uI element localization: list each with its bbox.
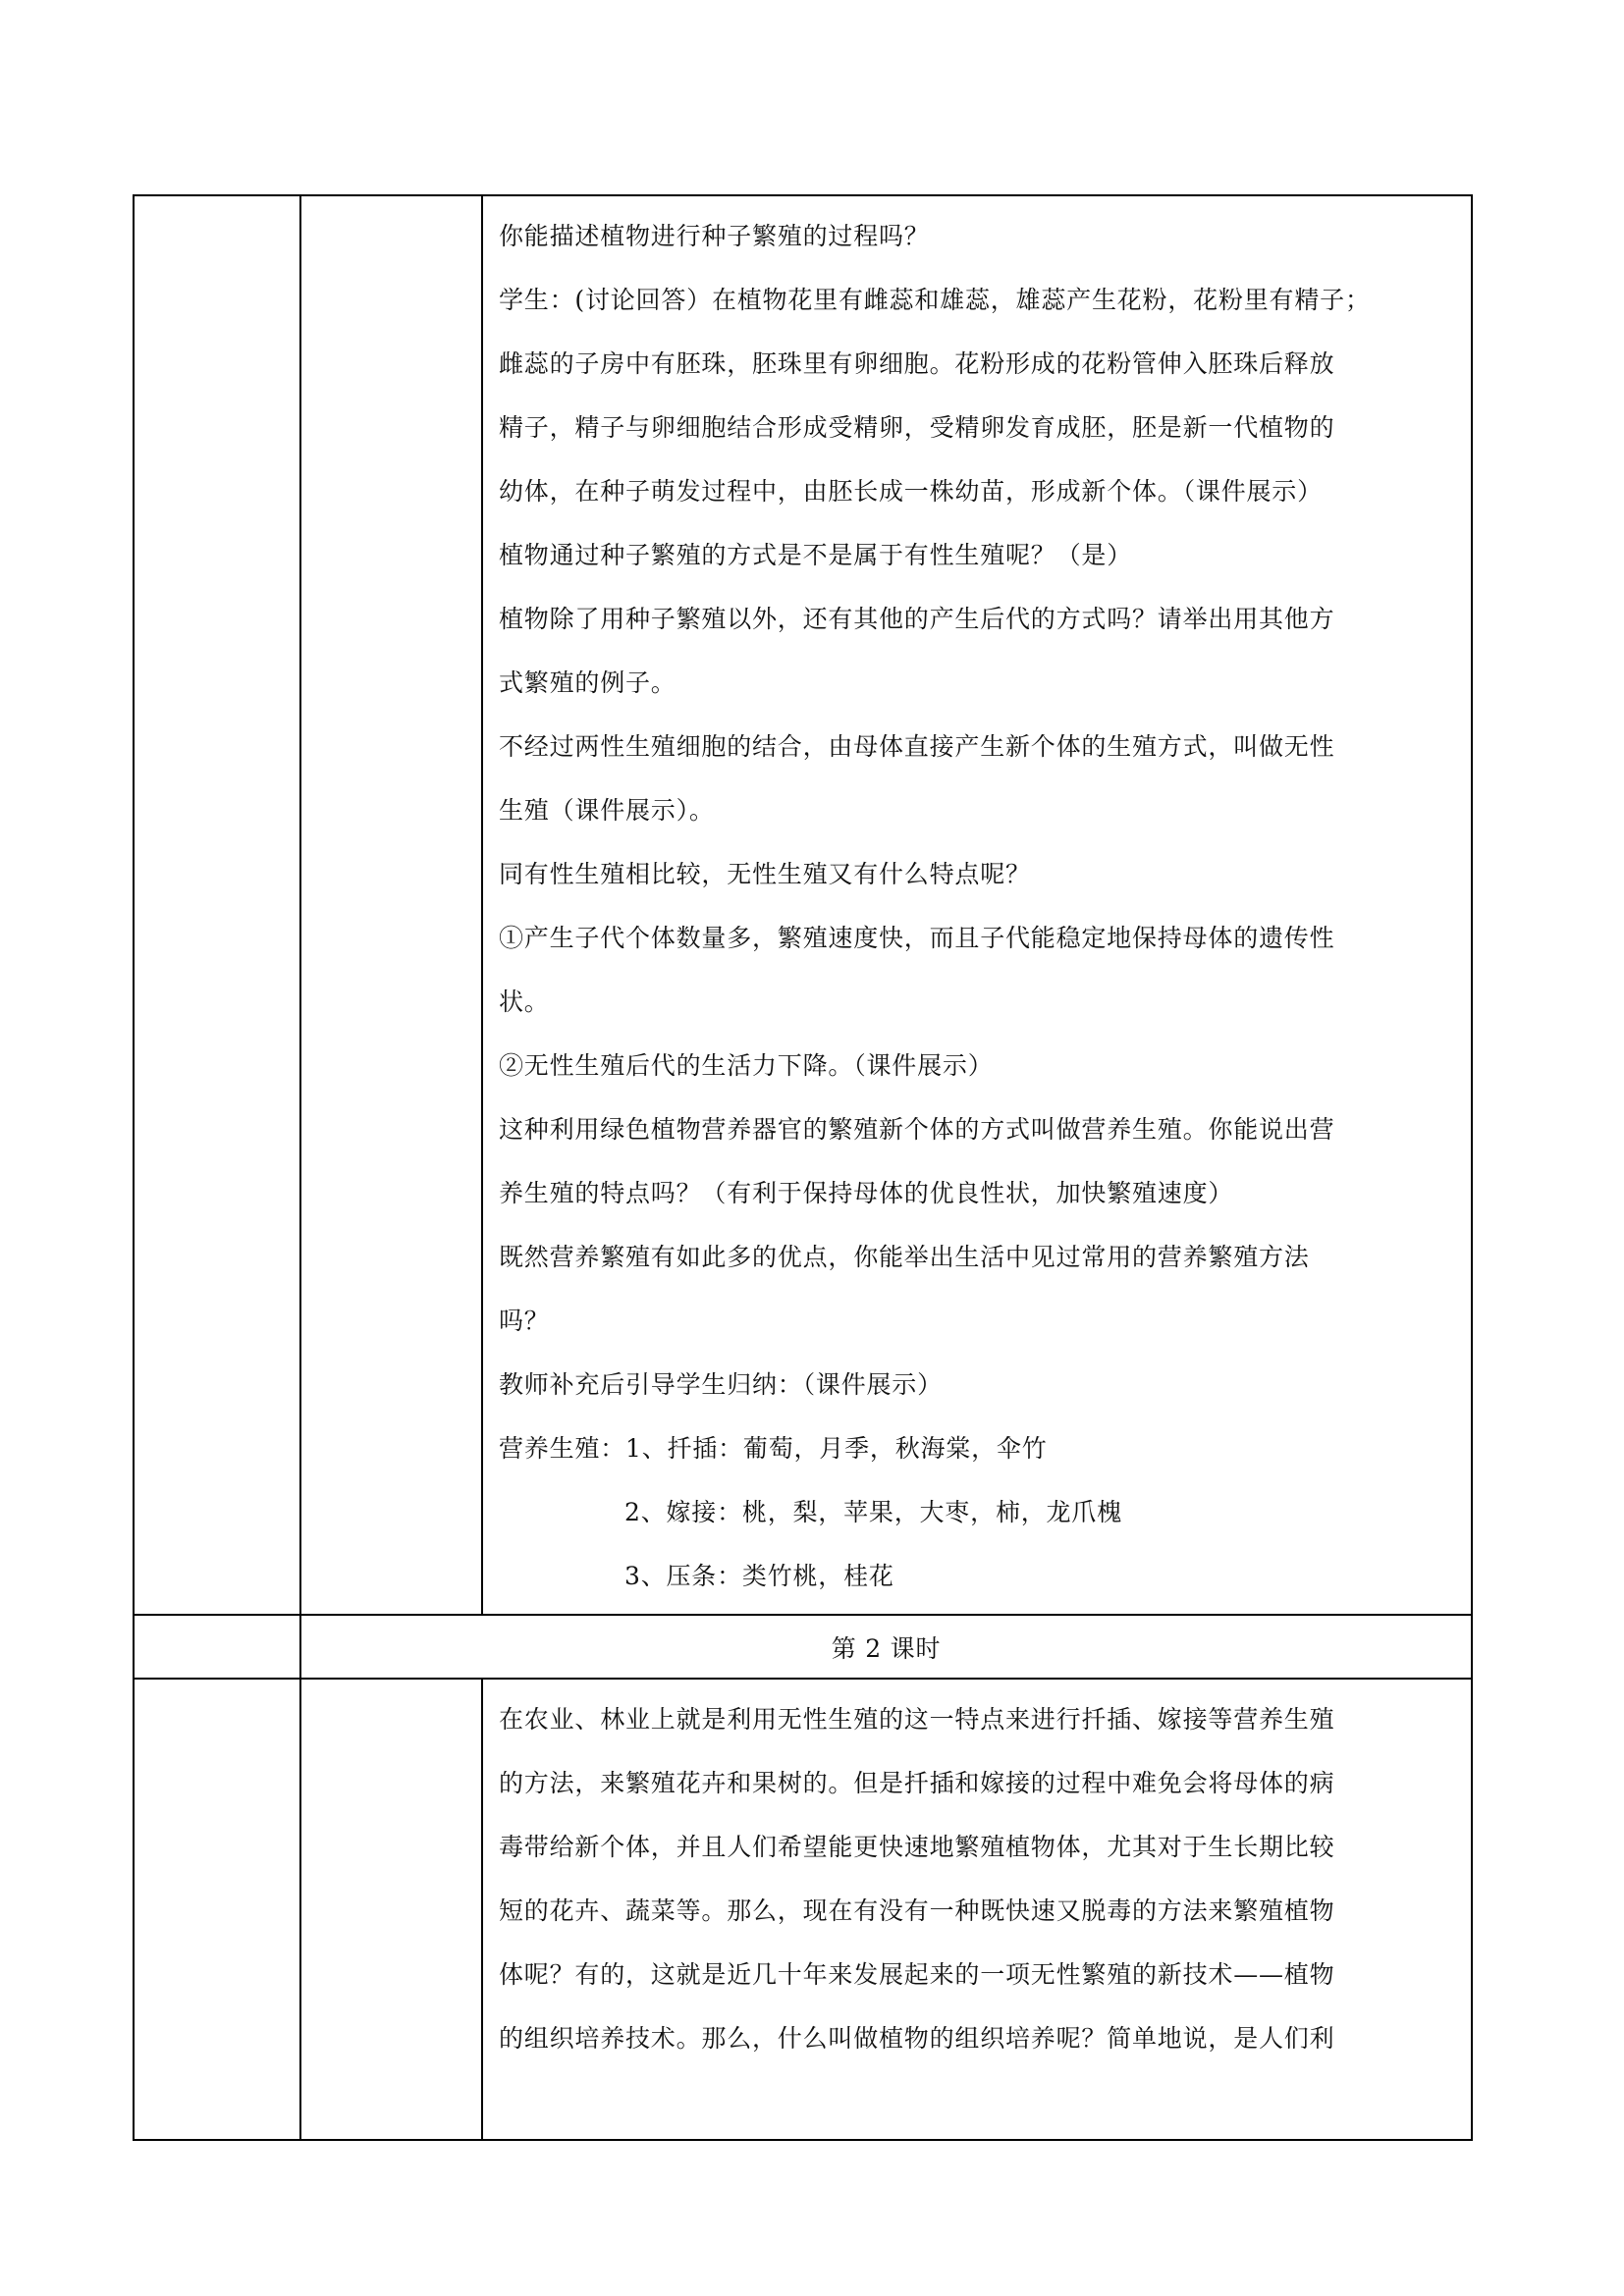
- text-line: 你能描述植物进行种子繁殖的过程吗？: [499, 222, 930, 250]
- empty-cell: [134, 195, 300, 1615]
- empty-cell: [134, 1615, 300, 1679]
- text-line: 吗？: [499, 1307, 550, 1335]
- lesson-plan-table: [133, 194, 1473, 2141]
- empty-cell: [134, 1679, 300, 2140]
- empty-cell: [300, 1679, 482, 2140]
- text-line: 状。: [499, 988, 550, 1016]
- content-cell: [482, 195, 1472, 1615]
- text-line: 这种利用绿色植物营养器官的繁殖新个体的方式叫做营养生殖。你能说出营: [499, 1115, 1335, 1144]
- text-line: 植物除了用种子繁殖以外，还有其他的产生后代的方式吗？请举出用其他方: [499, 605, 1335, 633]
- empty-cell: [300, 195, 482, 1615]
- table-row: [134, 1615, 1472, 1679]
- text-line: 不经过两性生殖细胞的结合，由母体直接产生新个体的生殖方式，叫做无性: [499, 732, 1335, 761]
- indented-text-line: 3、压条：类竹桃，桂花: [624, 1562, 894, 1590]
- text-line: 体呢？有的，这就是近几十年来发展起来的一项无性繁殖的新技术——植物: [499, 1960, 1335, 1989]
- period-header: 第 2 课时: [300, 1615, 1472, 1679]
- indented-text-line: 2、嫁接：桃，梨，苹果，大枣，柿，龙爪槐: [624, 1498, 1122, 1526]
- text-line: 幼体，在种子萌发过程中，由胚长成一株幼苗，形成新个体。（课件展示）: [499, 477, 1323, 506]
- text-line: 的方法，来繁殖花卉和果树的。但是扦插和嫁接的过程中难免会将母体的病: [499, 1769, 1335, 1797]
- section1-text: [483, 196, 1471, 1614]
- table-row: [134, 195, 1472, 1615]
- text-line: 的组织培养技术。那么，什么叫做植物的组织培养呢？简单地说，是人们利: [499, 2024, 1335, 2053]
- text-line: 教师补充后引导学生归纳：（课件展示）: [499, 1370, 943, 1399]
- text-line: 精子，精子与卵细胞结合形成受精卵，受精卵发育成胚，胚是新一代植物的: [499, 413, 1335, 442]
- text-line: 式繁殖的例子。: [499, 668, 677, 697]
- text-line: 既然营养繁殖有如此多的优点，你能举出生活中见过常用的营养繁殖方法: [499, 1243, 1310, 1271]
- section2-text: [483, 1680, 1471, 2076]
- text-line: ②无性生殖后代的生活力下降。（课件展示）: [499, 1051, 994, 1080]
- text-line: 学生：(讨论回答）在植物花里有雌蕊和雄蕊，雄蕊产生花粉，花粉里有精子；: [499, 286, 1371, 314]
- text-line: 生殖（课件展示）。: [499, 796, 715, 825]
- text-line: 植物通过种子繁殖的方式是不是属于有性生殖呢？（是）: [499, 541, 1133, 569]
- text-line: 雌蕊的子房中有胚珠，胚珠里有卵细胞。花粉形成的花粉管伸入胚珠后释放: [499, 349, 1335, 378]
- text-line: ①产生子代个体数量多，繁殖速度快，而且子代能稳定地保持母体的遗传性: [499, 924, 1335, 952]
- text-line: 同有性生殖相比较，无性生殖又有什么特点呢？: [499, 860, 1031, 888]
- content-cell: [482, 1679, 1472, 2140]
- text-line: 毒带给新个体，并且人们希望能更快速地繁殖植物体，尤其对于生长期比较: [499, 1833, 1335, 1861]
- text-line: 营养生殖：1、扦插：葡萄，月季，秋海棠，伞竹: [499, 1434, 1048, 1463]
- text-line: 养生殖的特点吗？（有利于保持母体的优良性状，加快繁殖速度）: [499, 1179, 1234, 1207]
- table-row: [134, 1679, 1472, 2140]
- text-line: 在农业、林业上就是利用无性生殖的这一特点来进行扦插、嫁接等营养生殖: [499, 1705, 1335, 1734]
- text-line: 短的花卉、蔬菜等。那么，现在有没有一种既快速又脱毒的方法来繁殖植物: [499, 1896, 1335, 1925]
